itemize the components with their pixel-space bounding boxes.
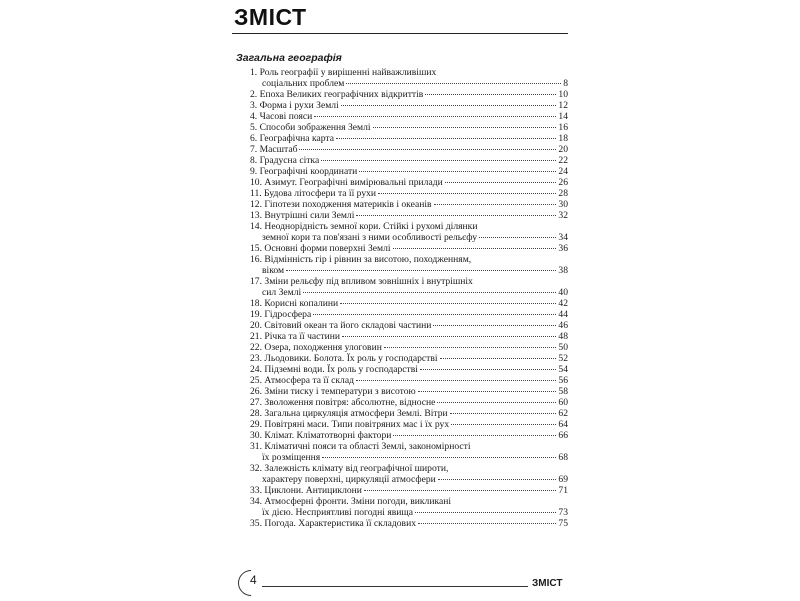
toc-entry (236, 155, 568, 166)
dot-leader (437, 402, 556, 403)
dot-leader (445, 182, 557, 183)
dot-leader (322, 457, 556, 458)
toc-entry-title: 28. Загальна циркуляція атмосфери Землі. Вітри (250, 408, 448, 419)
toc-entry-title: 2. Епоха Великих географічних відкриттів (250, 89, 424, 100)
toc-entry (236, 386, 568, 397)
dot-leader (313, 314, 556, 315)
toc-entry (236, 408, 568, 419)
toc-entry-page-number: 60 (558, 397, 568, 408)
toc-entry-page-number: 36 (558, 243, 568, 254)
toc-entry-title: 9. Географічні координати (250, 166, 358, 177)
dot-leader (340, 303, 556, 304)
toc-entry-title-line: 34. Атмосферні фронти. Зміни погоди, викликані (250, 496, 452, 507)
toc-entry (236, 353, 568, 364)
toc-entry (236, 221, 568, 243)
toc-entry-page-number: 8 (563, 78, 568, 89)
toc-entry-page-number: 38 (558, 265, 568, 276)
toc-entry (236, 463, 568, 485)
toc-entry-title: 13. Внутрішні сили Землі (250, 210, 355, 221)
toc-entry-title: 22. Озера, походження улоговин (250, 342, 382, 353)
toc-entry (236, 309, 568, 320)
toc-entry-page-number: 28 (558, 188, 568, 199)
toc-entry-title-line: 17. Зміни рельєфу під впливом зовнішніх і внутрішніх (250, 276, 473, 287)
toc-entry-title: 8. Градусна сітка (250, 155, 320, 166)
dot-leader (299, 149, 556, 150)
toc-entry (236, 375, 568, 386)
toc-entry-title-line: 1. Роль географії у вирішенні найважливіших (250, 67, 437, 78)
toc-entry-page-number: 56 (558, 375, 568, 386)
toc-entry-page-number: 46 (558, 320, 568, 331)
toc-entry-title: соціальних проблем (262, 78, 345, 89)
running-footer-label: ЗМІСТ (532, 578, 563, 589)
toc-entry-title: 4. Часові пояси (250, 111, 313, 122)
toc-entry (236, 111, 568, 122)
toc-entry-page-number: 64 (558, 419, 568, 430)
toc-entry-title: сил Землі (262, 287, 302, 298)
dot-leader (420, 369, 556, 370)
toc-entry-page-number: 18 (558, 133, 568, 144)
toc-entry-page-number: 68 (558, 452, 568, 463)
dot-leader (356, 215, 556, 216)
toc-entry-title: характеру поверхні, циркуляції атмосфери (262, 474, 436, 485)
toc-entry (236, 485, 568, 496)
toc-entry-page-number: 73 (558, 507, 568, 518)
toc-entry (236, 89, 568, 100)
toc-entry (236, 496, 568, 518)
dot-leader (336, 138, 556, 139)
dot-leader (451, 424, 556, 425)
toc-entry (236, 518, 568, 529)
toc-entry-page-number: 75 (558, 518, 568, 529)
toc-entry-title: 5. Способи зображення Землі (250, 122, 371, 133)
toc-entry-title: 6. Географічна карта (250, 133, 334, 144)
toc-entry (236, 430, 568, 441)
toc-entry (236, 122, 568, 133)
toc-entry-title: 23. Льодовики. Болота. Їх роль у господарстві (250, 353, 438, 364)
toc-entry (236, 342, 568, 353)
toc-entry-page-number: 40 (558, 287, 568, 298)
toc-entry-page-number: 10 (558, 89, 568, 100)
toc-entry (236, 177, 568, 188)
dot-leader (418, 523, 556, 524)
toc-entry-page-number: 58 (558, 386, 568, 397)
dot-leader (425, 94, 556, 95)
dot-leader (303, 292, 556, 293)
toc-entry-title: 7. Масштаб (250, 144, 298, 155)
toc-page (228, 0, 572, 600)
toc-entry (236, 276, 568, 298)
toc-entry-page-number: 62 (558, 408, 568, 419)
toc-entry (236, 441, 568, 463)
toc-entry (236, 419, 568, 430)
toc-entry-title: 25. Атмосфера та її склад (250, 375, 354, 386)
toc-entry-title: 35. Погода. Характеристика її складових (250, 518, 417, 529)
toc-entry-title-line: 16. Відмінність гір і рівнин за висотою, походженням, (250, 254, 472, 265)
dot-leader (373, 127, 557, 128)
toc-entry-title: віком (262, 265, 285, 276)
toc-entry (236, 133, 568, 144)
toc-entry-title: їх дією. Несприятливі погодні явища (262, 507, 414, 518)
toc-entry (236, 254, 568, 276)
toc-entry-page-number: 66 (558, 430, 568, 441)
dot-leader (342, 336, 556, 337)
toc-entry-page-number: 22 (558, 155, 568, 166)
dot-leader (346, 83, 561, 84)
toc-entry-title: їх розміщення (262, 452, 321, 463)
toc-entry-page-number: 44 (558, 309, 568, 320)
dot-leader (321, 160, 556, 161)
toc-entry-title: 11. Будова літосфери та її рухи (250, 188, 377, 199)
page-number: 4 (250, 573, 257, 587)
toc-entry-title: 33. Циклони. Антициклони (250, 485, 362, 496)
toc-entry-title-line: 32. Залежність клімату від географічної широти, (250, 463, 449, 474)
toc-entry-page-number: 52 (558, 353, 568, 364)
toc-entry (236, 166, 568, 177)
toc-entry-title: 21. Річка та її частини (250, 331, 341, 342)
toc-entry-title: земної кори та пов'язані з ними особливості рельєфу (262, 232, 478, 243)
toc-entry-page-number: 14 (558, 111, 568, 122)
footer-divider (262, 586, 528, 587)
toc-entry-page-number: 48 (558, 331, 568, 342)
toc-entry-title: 29. Повітряні маси. Типи повітряних мас і їх рух (250, 419, 450, 430)
page-title: ЗМІСТ (234, 4, 307, 30)
toc-entry-title: 15. Основні форми поверхні Землі (250, 243, 391, 254)
dot-leader (356, 380, 556, 381)
toc-entry-page-number: 54 (558, 364, 568, 375)
toc-entry-page-number: 30 (558, 199, 568, 210)
toc-entry-page-number: 16 (558, 122, 568, 133)
toc-entry (236, 67, 568, 89)
toc-entry-page-number: 50 (558, 342, 568, 353)
toc-entry (236, 100, 568, 111)
dot-leader (314, 116, 556, 117)
dot-leader (440, 358, 557, 359)
dot-leader (434, 204, 557, 205)
toc-entry (236, 364, 568, 375)
toc-entry-page-number: 69 (558, 474, 568, 485)
toc-entry-title-line: 31. Кліматичні пояси та області Землі, закономірності (250, 441, 471, 452)
toc-entry (236, 199, 568, 210)
toc-entry-title: 3. Форма і рухи Землі (250, 100, 339, 111)
toc-entry (236, 320, 568, 331)
toc-entry-title-line: 14. Неоднорідність земної кори. Стійкі і рухомі ділянки (250, 221, 478, 232)
toc-entry (236, 144, 568, 155)
toc-entry-title: 10. Азимут. Географічні вимірювальні прилади (250, 177, 443, 188)
dot-leader (384, 347, 557, 348)
toc-entry-title: 30. Клімат. Кліматотворні фактори (250, 430, 392, 441)
dot-leader (378, 193, 556, 194)
toc-entry-title: 19. Гідросфера (250, 309, 312, 320)
dot-leader (341, 105, 557, 106)
toc-entry-page-number: 34 (558, 232, 568, 243)
dot-leader (433, 325, 556, 326)
toc-entry-page-number: 26 (558, 177, 568, 188)
toc-entry-title: 12. Гіпотези походження материків і океанів (250, 199, 432, 210)
dot-leader (450, 413, 557, 414)
dot-leader (393, 435, 556, 436)
toc-entry-page-number: 32 (558, 210, 568, 221)
toc-entry-title: 26. Зміни тиску і температури з висотою (250, 386, 416, 397)
dot-leader (415, 512, 556, 513)
toc-entry (236, 397, 568, 408)
toc-entry-page-number: 20 (558, 144, 568, 155)
toc-entry (236, 210, 568, 221)
toc-entry-title: 18. Корисні копалини (250, 298, 339, 309)
title-divider (232, 33, 568, 34)
toc-entry (236, 331, 568, 342)
toc-entry-title: 20. Світовий океан та його складові частини (250, 320, 432, 331)
toc-entry (236, 188, 568, 199)
section-heading: Загальна географія (236, 52, 342, 64)
toc-entry-title: 27. Зволоження повітря: абсолютне, відносне (250, 397, 436, 408)
dot-leader (359, 171, 556, 172)
dot-leader (438, 479, 557, 480)
toc-entry-page-number: 24 (558, 166, 568, 177)
toc-entry-page-number: 42 (558, 298, 568, 309)
toc-entry-page-number: 71 (558, 485, 568, 496)
dot-leader (364, 490, 556, 491)
dot-leader (479, 237, 556, 238)
toc-entry (236, 298, 568, 309)
toc-entry (236, 243, 568, 254)
toc-entry-page-number: 12 (558, 100, 568, 111)
toc-list (236, 67, 568, 529)
dot-leader (286, 270, 556, 271)
toc-entry-title: 24. Підземні води. Їх роль у господарстві (250, 364, 418, 375)
dot-leader (418, 391, 557, 392)
dot-leader (393, 248, 557, 249)
